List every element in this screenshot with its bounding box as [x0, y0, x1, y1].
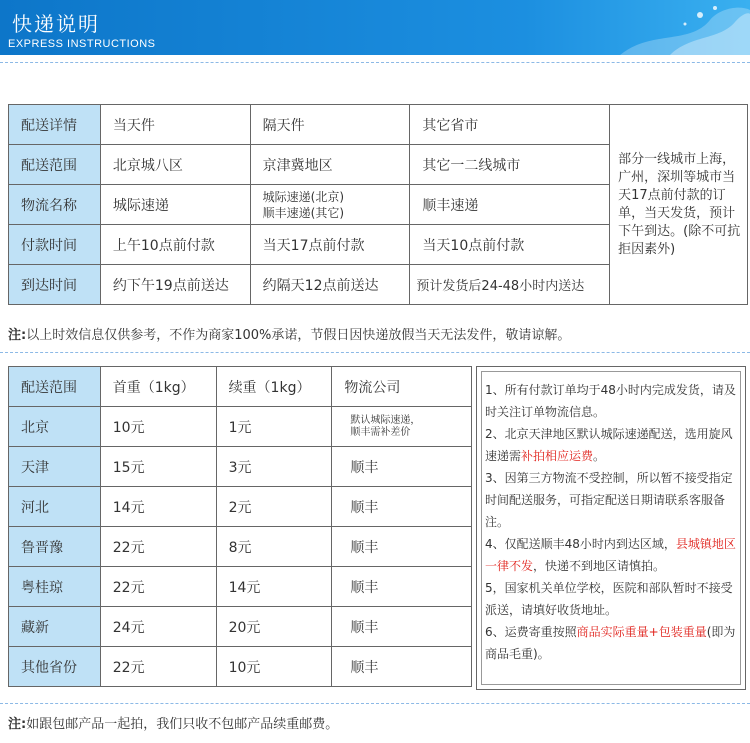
table-cell: 顺丰 — [332, 567, 472, 607]
header-banner — [0, 0, 750, 55]
table-cell: 14元 — [100, 487, 216, 527]
disclaimer-note — [8, 324, 570, 343]
cell-line: 顺丰需补差价 — [350, 426, 411, 438]
table-cell: 顺丰 — [332, 647, 472, 687]
column-header: 续重（1kg） — [216, 367, 332, 407]
cell-line: 城际速递(北京) — [262, 189, 345, 204]
note-highlight: 补拍相应运费 — [521, 449, 594, 463]
table-cell: 14元 — [216, 567, 332, 607]
table-cell: 京津冀地区 — [250, 145, 410, 185]
table-cell: 1元 — [216, 407, 332, 447]
banner-subtitle: EXPRESS INSTRUCTIONS — [8, 38, 156, 50]
row-label: 物流名称 — [9, 185, 101, 225]
side-note: 部分一线城市上海，广州，深圳等城市当天17点前付款的订单，当天发货，预计下午到达。(除不可抗拒因素外) — [610, 105, 748, 305]
note-item-1: 1、所有付款订单均于48小时内完成发货，请及时关注订单物流信息。 — [485, 383, 736, 419]
table-cell: 当天17点前付款 — [250, 225, 410, 265]
table-row — [9, 447, 472, 487]
row-label: 配送详情 — [9, 105, 101, 145]
table-cell: 顺丰 — [332, 607, 472, 647]
table-cell: 城际速递 — [100, 185, 250, 225]
note-text: ，快递不到地区请慎拍。 — [533, 559, 666, 573]
table-cell: 15元 — [100, 447, 216, 487]
table-cell: 隔天件 — [250, 105, 410, 145]
table-cell: 22元 — [100, 647, 216, 687]
row-label: 其他省份 — [9, 647, 101, 687]
note-item-4 — [485, 533, 739, 577]
divider — [0, 62, 750, 63]
row-label: 付款时间 — [9, 225, 101, 265]
note-text: 如跟包邮产品一起拍，我们只收不包邮产品续重邮费。 — [26, 717, 339, 732]
table-cell: 24元 — [100, 607, 216, 647]
column-header: 配送范围 — [9, 367, 101, 407]
column-header: 物流公司 — [332, 367, 472, 407]
table-cell: 当天10点前付款 — [410, 225, 610, 265]
table-cell: 2元 — [216, 487, 332, 527]
table-header-row — [9, 367, 472, 407]
table-cell — [332, 407, 472, 447]
table-cell: 20元 — [216, 607, 332, 647]
table-cell: 22元 — [100, 567, 216, 607]
table-cell: 约隔天12点前送达 — [250, 265, 410, 305]
table-row — [9, 105, 748, 145]
table-cell: 其它一二线城市 — [410, 145, 610, 185]
note-text: 。 — [593, 449, 606, 463]
note-highlight: 县城镇地区一律不发 — [485, 537, 736, 573]
banner-title: 快递说明 — [12, 12, 100, 36]
table-cell: 顺丰 — [332, 447, 472, 487]
table-cell: 10元 — [216, 647, 332, 687]
table-cell: 其它省市 — [410, 105, 610, 145]
table-cell: 约下午19点前送达 — [100, 265, 250, 305]
note-text: 2、北京天津地区默认城际速递配送，选用旋风速递需 — [485, 427, 733, 463]
wave-decoration-icon — [580, 0, 750, 55]
note-text: (即为商品毛重)。 — [485, 625, 736, 661]
table-cell: 当天件 — [100, 105, 250, 145]
table-cell: 顺丰速递 — [410, 185, 610, 225]
notes-text — [485, 379, 739, 665]
table-cell: 北京城八区 — [100, 145, 250, 185]
note-prefix: 注: — [8, 717, 27, 732]
table-row — [9, 407, 472, 447]
row-label: 河北 — [9, 487, 101, 527]
divider — [0, 352, 750, 353]
note-highlight: 商品实际重量+包装重量 — [576, 625, 707, 639]
note-text: 4、仅配送顺丰48小时内到达区域， — [485, 537, 676, 551]
column-header: 首重（1kg） — [100, 367, 216, 407]
row-label: 藏新 — [9, 607, 101, 647]
row-label: 到达时间 — [9, 265, 101, 305]
table-cell: 预计发货后24-48小时内送达 — [410, 265, 610, 305]
delivery-details-table — [8, 104, 748, 305]
row-label: 北京 — [9, 407, 101, 447]
table-cell: 8元 — [216, 527, 332, 567]
table-cell: 顺丰 — [332, 527, 472, 567]
row-label: 鲁晋豫 — [9, 527, 101, 567]
table-cell — [250, 185, 410, 225]
note-item-6 — [485, 621, 739, 665]
row-label: 粤桂琼 — [9, 567, 101, 607]
note-text: 6、运费寄重按照 — [485, 625, 577, 639]
table-cell: 10元 — [100, 407, 216, 447]
table-cell: 上午10点前付款 — [100, 225, 250, 265]
note-item-3: 3、因第三方物流不受控制，所以暂不接受指定时间配送服务，可指定配送日期请联系客服备注。 — [485, 471, 733, 529]
bundle-note — [8, 713, 338, 732]
divider — [0, 703, 750, 704]
table-row — [9, 527, 472, 567]
table-row — [9, 487, 472, 527]
cell-line: 默认城际速递， — [350, 414, 421, 426]
note-prefix: 注: — [8, 328, 27, 343]
note-item-2 — [485, 423, 739, 467]
row-label: 配送范围 — [9, 145, 101, 185]
table-row — [9, 647, 472, 687]
shipping-fee-table — [8, 366, 472, 687]
table-row — [9, 607, 472, 647]
shipping-notes-box — [476, 366, 746, 690]
row-label: 天津 — [9, 447, 101, 487]
table-cell: 顺丰 — [332, 487, 472, 527]
cell-line: 顺丰速递(其它) — [262, 205, 345, 220]
note-item-5: 5，国家机关单位学校，医院和部队暂时不接受派送，请填好收货地址。 — [485, 581, 733, 617]
table-row — [9, 567, 472, 607]
note-text: 以上时效信息仅供参考，不作为商家100%承诺，节假日因快递放假当天无法发件，敬请谅解。 — [26, 328, 571, 343]
table-cell: 22元 — [100, 527, 216, 567]
table-cell: 3元 — [216, 447, 332, 487]
